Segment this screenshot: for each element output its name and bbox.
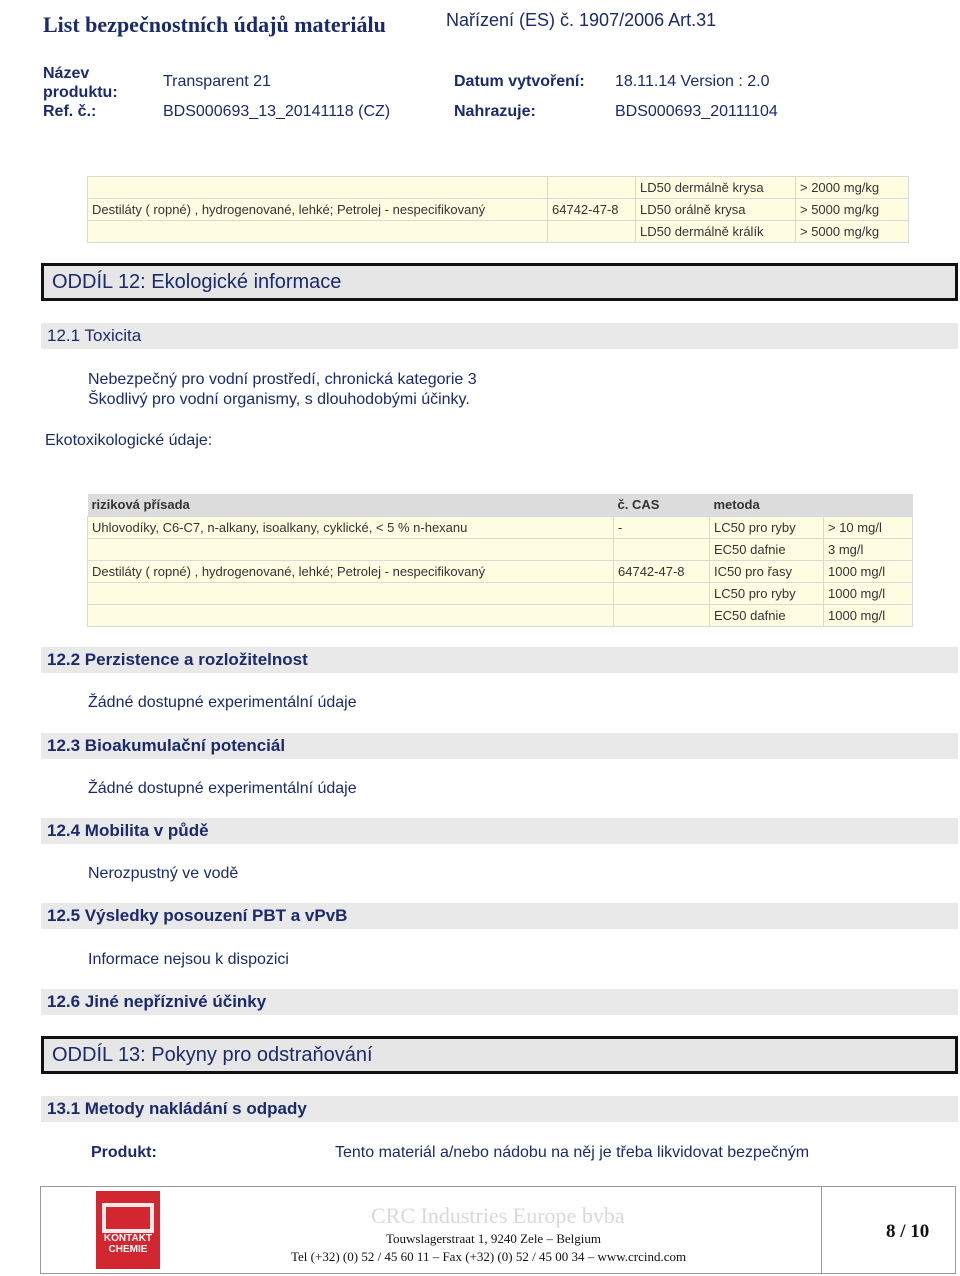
table-cell-method: IC50 pro řasy (710, 560, 824, 582)
subsection-12-2-title: 12.2 Perzistence a rozložitelnost (41, 647, 958, 673)
table-row (88, 604, 913, 626)
logo-text (96, 1233, 160, 1255)
section-13-title: ODDÍL 13: Pokyny pro odstraňování (41, 1036, 958, 1074)
column-header-method: metoda (710, 494, 824, 516)
reference-label: Ref. č.: (43, 103, 97, 120)
table-cell-cas (614, 604, 710, 626)
table-cell-value: > 10 mg/l (824, 516, 913, 538)
table-cell-substance (88, 221, 548, 243)
table-row (88, 177, 909, 199)
table-cell-method: EC50 dafnie (710, 604, 824, 626)
logo-text-line-2: CHEMIE (108, 1244, 148, 1255)
table-cell-value: > 5000 mg/kg (796, 221, 909, 243)
pbt-text: Informace nejsou k dispozici (88, 951, 289, 968)
table-cell-value: 1000 mg/l (824, 560, 913, 582)
table-cell-value: > 2000 mg/kg (796, 177, 909, 199)
logo-text-line-1: KONTAKT (103, 1233, 153, 1244)
table-cell-substance (88, 177, 548, 199)
subsection-12-3-title: 12.3 Bioakumulační potenciál (41, 733, 958, 759)
table-cell-cas (548, 177, 636, 199)
table-cell-substance: Uhlovodíky, C6-C7, n-alkany, isoalkany, cyklické, < 5 % n-hexanu (88, 516, 614, 538)
table-cell-cas (614, 538, 710, 560)
hazard-statement-2: Škodlivý pro vodní organismy, s dlouhodobými účinky. (88, 391, 470, 408)
kontakt-chemie-logo (96, 1191, 160, 1269)
toxicity-table (87, 176, 909, 243)
mobility-text: Nerozpustný ve vodě (88, 865, 239, 882)
table-cell-test: LD50 dermálně králík (636, 221, 796, 243)
table-header-row (88, 494, 913, 516)
regulation-reference: Nařízení (ES) č. 1907/2006 Art.31 (446, 10, 717, 30)
created-date-value: 18.11.14 Version : 2.0 (615, 73, 770, 90)
document-title: List bezpečnostních údajů materiálu (43, 12, 386, 37)
product-disposal-text: Tento materiál a/nebo nádobu na něj je třeba likvidovat bezpečným (335, 1144, 810, 1161)
subsection-12-5-title: 12.5 Výsledky posouzení PBT a vPvB (41, 903, 958, 929)
column-header-value (824, 494, 913, 516)
table-cell-value: > 5000 mg/kg (796, 199, 909, 221)
bioaccumulation-text: Žádné dostupné experimentální údaje (88, 780, 357, 797)
product-name-label-1: Název (43, 65, 90, 82)
product-name-label-2: produktu: (43, 84, 118, 101)
company-name: CRC Industries Europe bvba (371, 1203, 625, 1228)
persistence-text: Žádné dostupné experimentální údaje (88, 694, 357, 711)
table-cell-value: 1000 mg/l (824, 604, 913, 626)
table-cell-value: 3 mg/l (824, 538, 913, 560)
reference-value: BDS000693_13_20141118 (CZ) (163, 103, 391, 120)
table-cell-substance: Destiláty ( ropné) , hydrogenované, lehké; Petrolej - nespecifikovaný (88, 560, 614, 582)
table-cell-cas: - (614, 516, 710, 538)
table-cell-method: LC50 pro ryby (710, 516, 824, 538)
subsection-13-1-title: 13.1 Metody nakládání s odpady (41, 1096, 958, 1122)
table-cell-test: LD50 orálně krysa (636, 199, 796, 221)
subsection-12-1-title: 12.1 Toxicita (41, 323, 958, 349)
ecotox-label: Ekotoxikologické údaje: (45, 432, 213, 449)
table-cell-test: LD50 dermálně krysa (636, 177, 796, 199)
column-header-cas: č. CAS (614, 494, 710, 516)
table-row (88, 221, 909, 243)
table-row (88, 199, 909, 221)
replaces-label: Nahrazuje: (454, 103, 536, 120)
replaces-value: BDS000693_20111104 (615, 103, 778, 120)
table-cell-substance (88, 538, 614, 560)
table-cell-cas (548, 221, 636, 243)
product-disposal-label: Produkt: (91, 1144, 157, 1161)
created-date-label: Datum vytvoření: (454, 73, 585, 90)
subsection-12-6-title: 12.6 Jiné nepříznivé účinky (41, 989, 958, 1015)
page-footer (40, 1186, 956, 1274)
page-number: 8 / 10 (886, 1221, 930, 1242)
company-address: Touwslagerstraat 1, 9240 Zele – Belgium (386, 1231, 601, 1246)
table-row (88, 582, 913, 604)
table-cell-method: EC50 dafnie (710, 538, 824, 560)
table-cell-value: 1000 mg/l (824, 582, 913, 604)
table-row (88, 516, 913, 538)
table-row (88, 560, 913, 582)
company-contact: Tel (+32) (0) 52 / 45 60 11 – Fax (+32) (0) 52 / 45 00 34 – www.crcind.com (291, 1249, 687, 1264)
hazard-statement-1: Nebezpečný pro vodní prostředí, chronická kategorie 3 (88, 371, 477, 388)
table-cell-cas: 64742-47-8 (548, 199, 636, 221)
table-cell-method: LC50 pro ryby (710, 582, 824, 604)
column-header-substance: riziková přísada (88, 494, 614, 516)
table-cell-substance (88, 582, 614, 604)
table-cell-cas (614, 582, 710, 604)
table-cell-cas: 64742-47-8 (614, 560, 710, 582)
ecotox-table (87, 494, 913, 627)
table-cell-substance: Destiláty ( ropné) , hydrogenované, lehké; Petrolej - nespecifikovaný (88, 199, 548, 221)
page-number-box (821, 1187, 956, 1273)
table-cell-substance (88, 604, 614, 626)
table-row (88, 538, 913, 560)
section-12-title: ODDÍL 12: Ekologické informace (41, 263, 958, 301)
subsection-12-4-title: 12.4 Mobilita v půdě (41, 818, 958, 844)
product-name-value: Transparent 21 (163, 73, 271, 90)
